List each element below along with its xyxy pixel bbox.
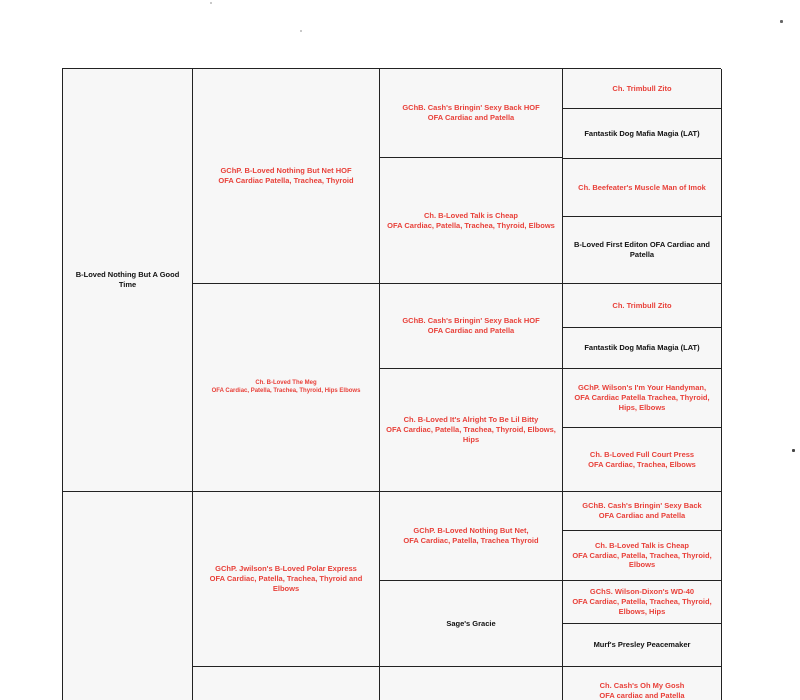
dam-health: OFA Cardiac, Patella, Trachea, Thyroid, Hips Elbows (211, 387, 361, 394)
second-ssd-health: OFA Cardiac, Patella, Trachea, Thyroid, (572, 550, 712, 560)
subject-dog (63, 69, 193, 492)
second-sire-cell (193, 492, 380, 667)
dds-cell (563, 369, 722, 428)
sire-name: GChP. B-Loved Nothing But Net HOF (220, 166, 352, 176)
dam-name: Ch. B-Loved The Meg (255, 379, 317, 386)
second-sds-cell (563, 581, 722, 624)
dam-cell (193, 284, 380, 492)
scan-speck (780, 20, 783, 23)
scan-speck (792, 449, 795, 452)
second-sire-dam-name: Sage's Gracie (446, 618, 496, 628)
dam-dam-health-cont: Hips (462, 434, 480, 444)
second-ssd-name: Ch. B-Loved Talk is Cheap (594, 540, 690, 550)
sire-health: OFA Cardiac Patella, Trachea, Thyroid (218, 176, 354, 185)
sire-sire-health: OFA Cardiac and Patella (427, 113, 515, 122)
sds-name: Ch. Beefeater's Muscle Man of Imok (578, 182, 706, 192)
subject-name: B-Loved Nothing But A Good Time (75, 270, 180, 289)
sire-dam-cell (380, 158, 563, 284)
second-sire-health: OFA Cardiac, Patella, Trachea, Thyroid and (209, 574, 363, 584)
dam-dam-health: OFA Cardiac, Patella, Trachea, Thyroid, Elbows, (386, 425, 556, 435)
scan-speck (210, 2, 212, 4)
dds-health-cont: Hips, Elbows (618, 402, 666, 412)
sire-dam-health: OFA Cardiac, Patella, Trachea, Thyroid, Elbows (387, 220, 555, 230)
second-sss-health: OFA Cardiac and Patella (598, 511, 686, 520)
dsd-cell (563, 328, 722, 369)
sire-sire-cell (380, 69, 563, 158)
dss-name: Ch. Trimbull Zito (612, 300, 672, 310)
dam-dam-name: Ch. B-Loved It's Alright To Be Lil Bitty (403, 415, 539, 425)
second-sire-sire-name: GChP. B-Loved Nothing But Net, (413, 526, 529, 536)
dam-sire-cell (380, 284, 563, 369)
second-sdd-cell (563, 624, 722, 667)
second-sss-cell (563, 492, 722, 531)
dds-name: GChP. Wilson's I'm Your Handyman, (577, 383, 707, 393)
second-sds-health-cont: Elbows, Hips (618, 606, 666, 616)
ssd-name: Fantastik Dog Mafia Magia (LAT) (584, 128, 700, 138)
ddd-cell (563, 428, 722, 492)
second-ssd-health-cont: Elbows (628, 560, 656, 570)
sdd-cell (563, 217, 722, 284)
scan-speck (300, 30, 302, 32)
second-sire-sire-health: OFA Cardiac, Patella, Trachea Thyroid (403, 536, 539, 545)
second-sire-name: GChP. Jwilson's B-Loved Polar Express (215, 564, 357, 574)
second-sds-health: OFA Cardiac, Patella, Trachea, Thyroid, (572, 597, 712, 607)
second-partial-cell (563, 667, 722, 700)
dam-sire-health: OFA Cardiac and Patella (427, 326, 515, 335)
second-dam-sire-cell (380, 667, 563, 700)
ssd-cell (563, 109, 722, 159)
dam-sire-name: GChB. Cash's Bringin' Sexy Back HOF (402, 316, 540, 326)
dss-cell (563, 284, 722, 328)
second-sdd-name: Murf's Presley Peacemaker (593, 640, 691, 650)
second-sds-name: GChS. Wilson-Dixon's WD-40 (589, 587, 695, 597)
ddd-health: OFA Cardiac, Trachea, Elbows (588, 459, 696, 469)
sss-cell (563, 69, 722, 109)
sire-dam-name: Ch. B-Loved Talk is Cheap (423, 210, 519, 220)
sds-cell (563, 159, 722, 217)
sire-sire-name: GChB. Cash's Bringin' Sexy Back HOF (402, 103, 540, 113)
sdd-name-cont: Patella (629, 250, 655, 259)
second-dam-cell (193, 667, 380, 700)
pedigree-chart (62, 68, 721, 700)
sss-name: Ch. Trimbull Zito (612, 83, 672, 93)
second-sire-sire-cell (380, 492, 563, 581)
second-sire-dam-cell (380, 581, 563, 667)
second-sss-name: GChB. Cash's Bringin' Sexy Back (582, 501, 702, 511)
dds-health: OFA Cardiac Patella Trachea, Thyroid, (574, 393, 710, 403)
dsd-name: Fantastik Dog Mafia Magia (LAT) (584, 343, 700, 353)
dam-dam-cell (380, 369, 563, 492)
second-partial-name: Ch. Cash's Oh My Gosh (599, 681, 685, 690)
sire-cell (193, 69, 380, 284)
second-partial-health: OFA cardiac and Patella (599, 690, 685, 700)
second-ssd-cell (563, 531, 722, 581)
second-subject-cell (63, 492, 193, 700)
second-sire-health-cont: Elbows (272, 583, 300, 593)
sdd-name: B-Loved First Editon OFA Cardiac and (574, 240, 710, 250)
ddd-name: Ch. B-Loved Full Court Press (589, 449, 695, 459)
